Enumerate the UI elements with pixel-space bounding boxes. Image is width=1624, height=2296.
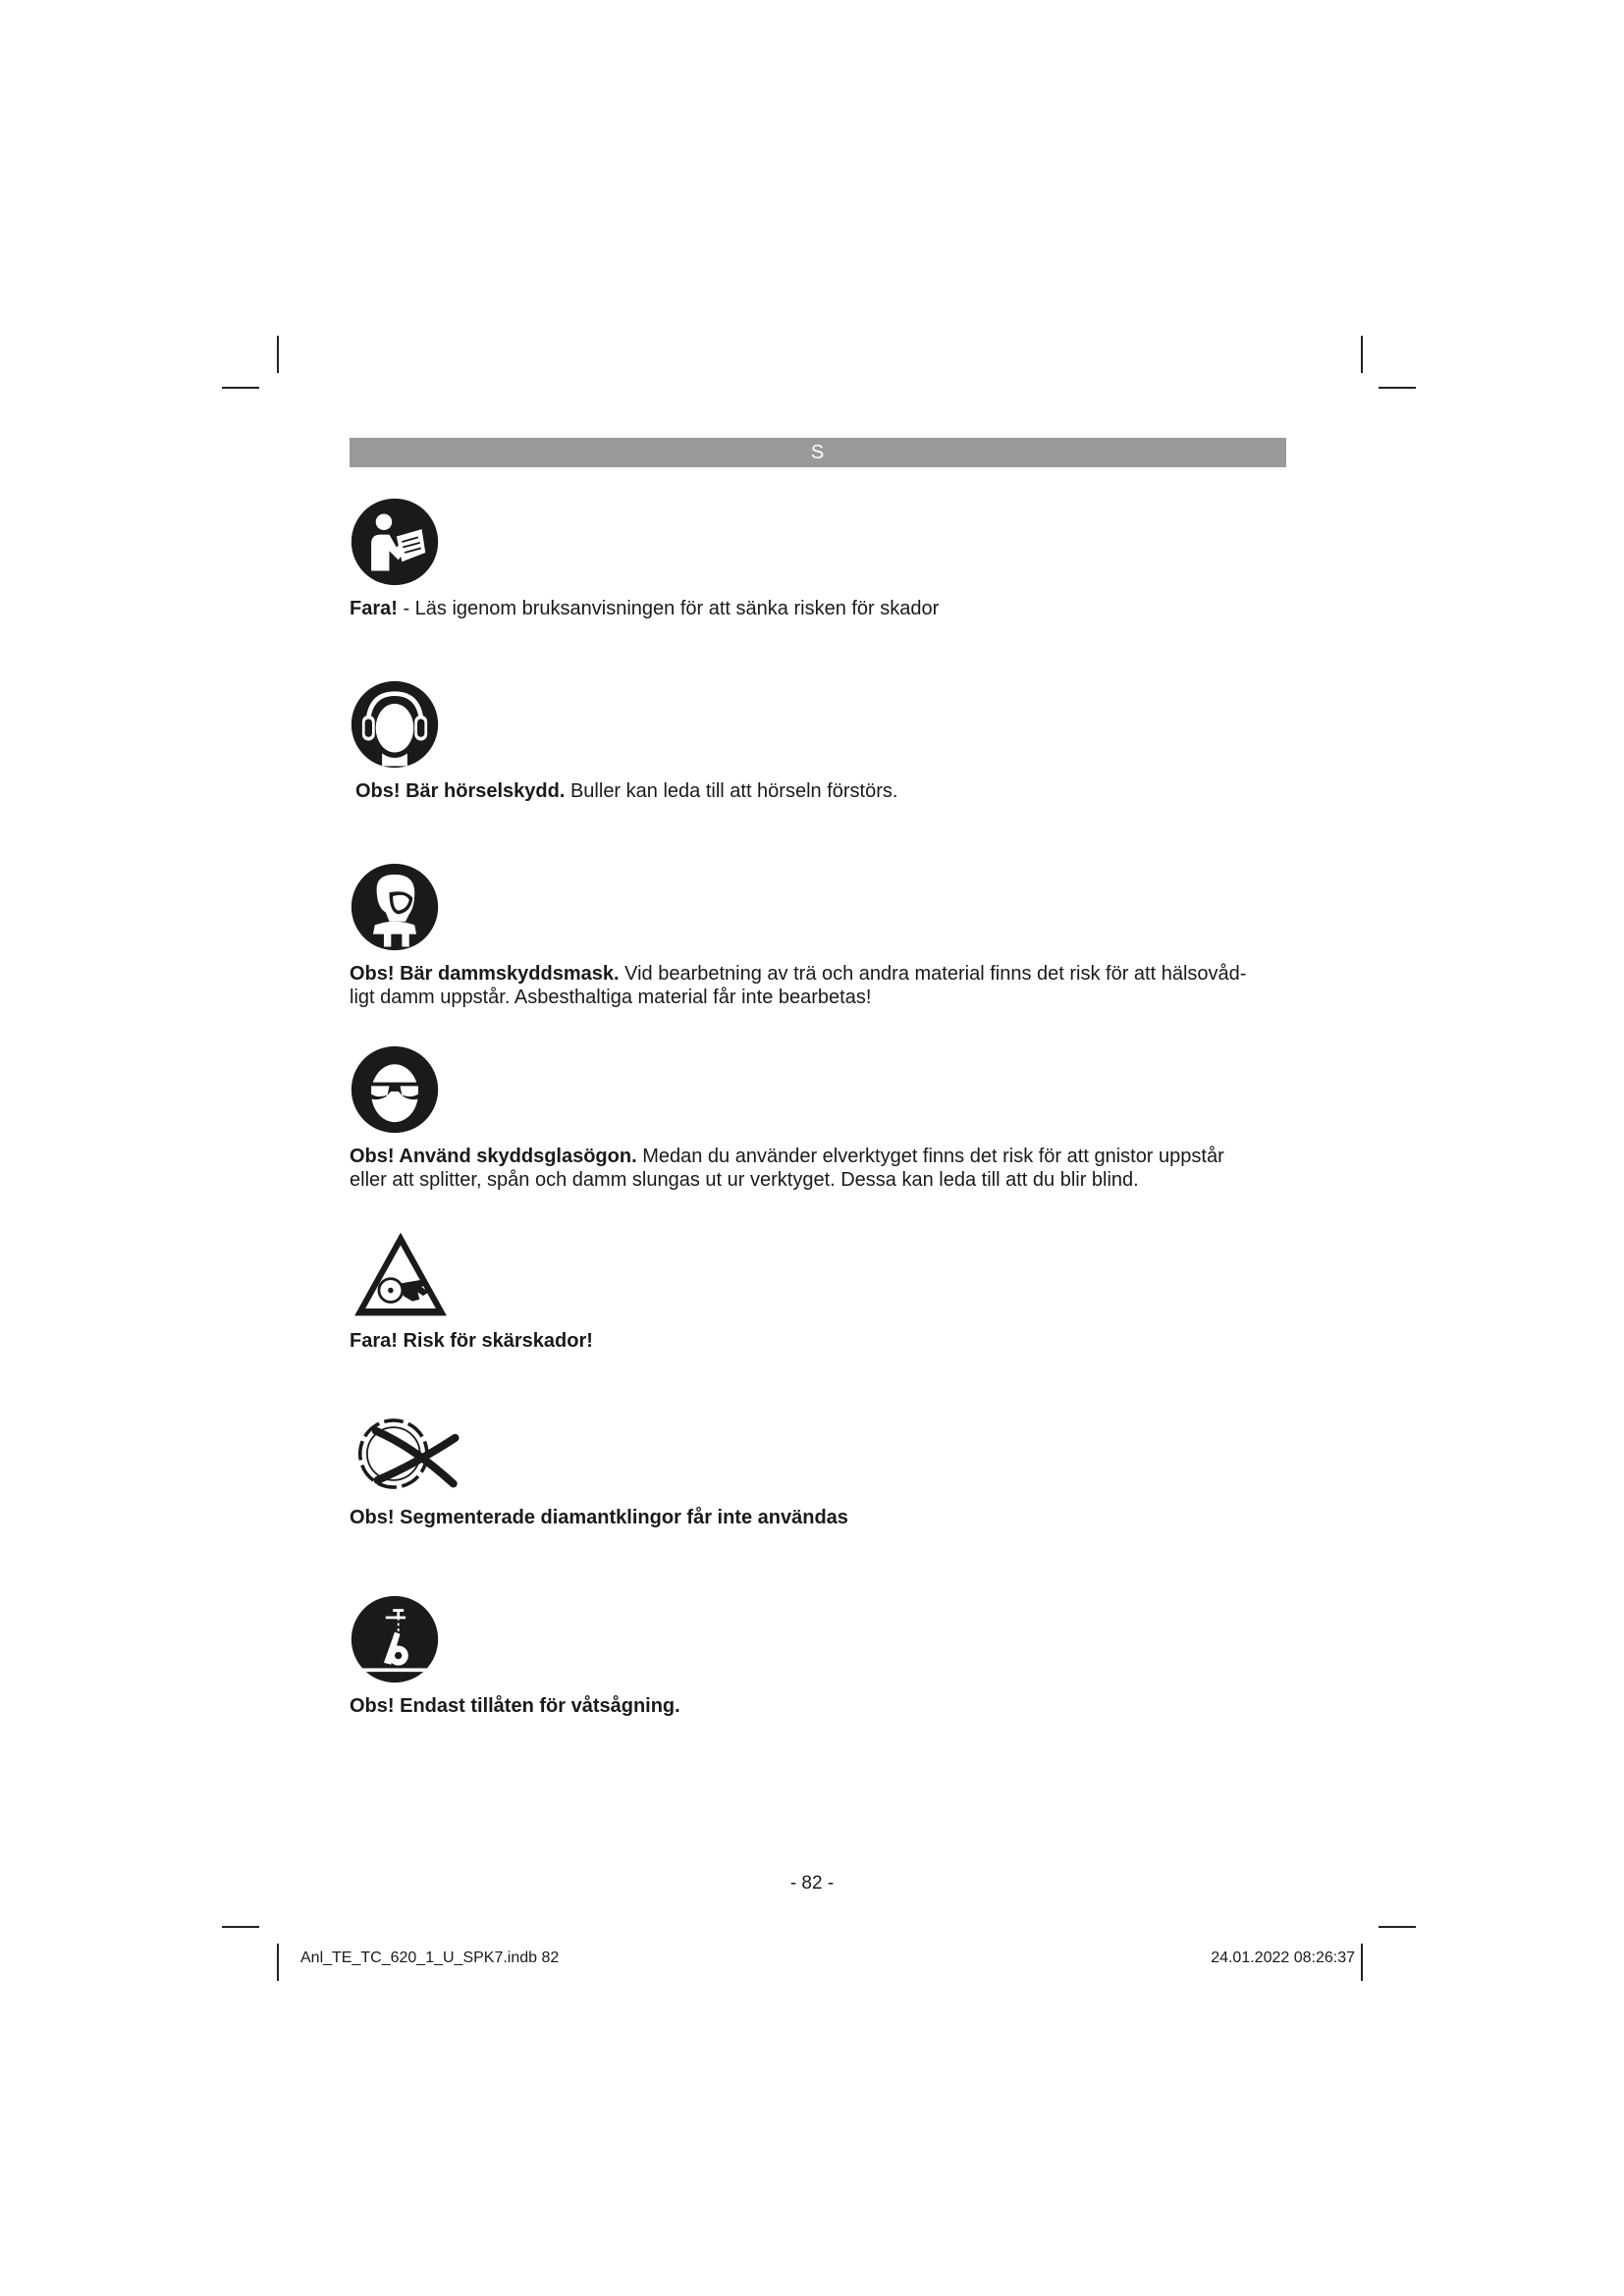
footer-timestamp: 24.01.2022 08:26:37 (1211, 1949, 1355, 1966)
no-segmented-blade-icon (350, 1412, 467, 1496)
warning-text: Fara! - Läs igenom bruksanvisningen för att sänka risken för skador (350, 598, 940, 619)
read-manual-icon (350, 497, 440, 587)
crop-mark (277, 1944, 279, 1981)
crop-mark (1361, 1944, 1363, 1981)
safety-goggles-icon (350, 1044, 440, 1135)
warning-text: Obs! Bär dammskyddsmask. Vid bearbetning av trä och andra material finns det risk för att hälsovåd- ligt damm uppstår. Asbesthaltiga material får inte bearbetas! (350, 963, 1247, 1008)
warning-text: Fara! Risk för skärskador! (350, 1330, 593, 1352)
ear-protection-icon (350, 679, 440, 770)
warning-section-ear-protection (350, 679, 1286, 803)
warning-text: Obs! Segmenterade diamantklingor får inte användas (350, 1507, 848, 1528)
crop-mark (222, 387, 259, 389)
language-code: S (810, 442, 826, 463)
warning-section-dust-mask (350, 862, 1286, 1009)
dust-mask-icon (350, 862, 440, 952)
warning-section-segmented-blade (350, 1412, 1286, 1529)
warning-section-cut-hazard (350, 1229, 1286, 1353)
warning-text: Obs! Använd skyddsglasögon. Medan du använder elverktyget finns det risk för att gnistor uppstår eller att splitter, spån och damm slungas ut ur verktyget. Dessa kan leda till att du blir blind. (350, 1146, 1224, 1191)
crop-mark (277, 336, 279, 373)
language-header-bar (350, 438, 1286, 467)
warning-text: Obs! Bär hörselskydd. Buller kan leda till att hörseln förstörs. (355, 780, 898, 802)
warning-section-wet-cutting (350, 1594, 1286, 1718)
crop-mark (1379, 1926, 1416, 1928)
cut-hazard-warning-icon (350, 1229, 452, 1319)
wet-cutting-icon (350, 1594, 440, 1684)
crop-mark (222, 1926, 259, 1928)
warning-section-safety-goggles (350, 1044, 1286, 1192)
crop-mark (1361, 336, 1363, 373)
footer-file-name: Anl_TE_TC_620_1_U_SPK7.indb 82 (300, 1949, 560, 1966)
page-number: - 82 - (789, 1873, 835, 1894)
warning-text: Obs! Endast tillåten för våtsågning. (350, 1695, 680, 1717)
crop-mark (1379, 387, 1416, 389)
warning-section-read-manual (350, 497, 1286, 620)
